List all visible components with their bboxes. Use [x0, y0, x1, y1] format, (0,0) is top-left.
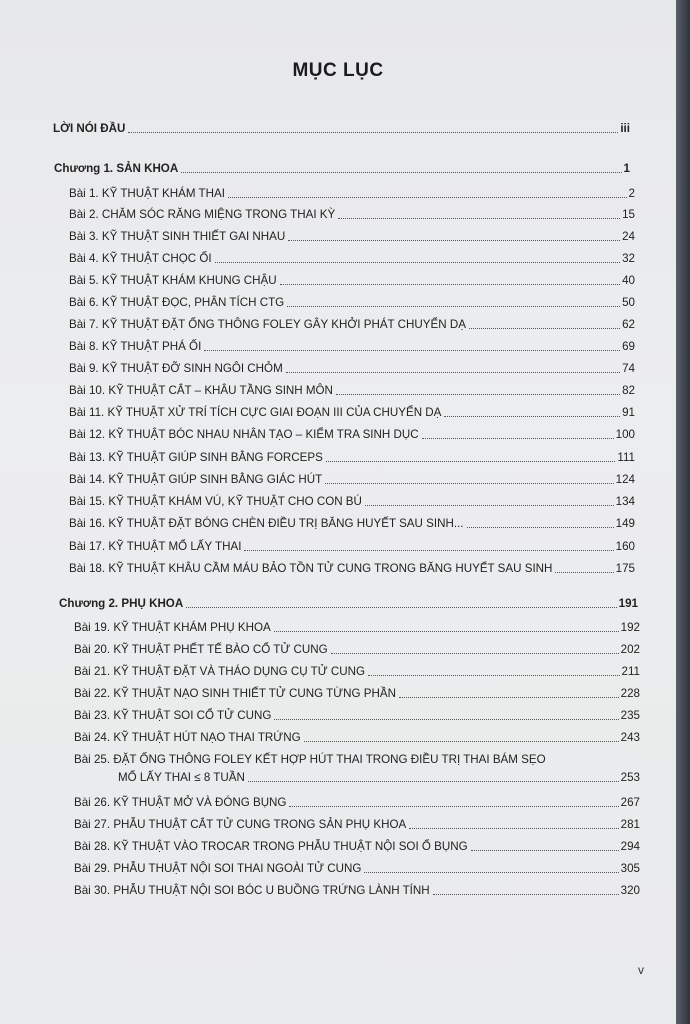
toc-page-number: 228 [620, 687, 640, 700]
dot-leader [215, 262, 620, 263]
toc-page-number: 62 [622, 318, 635, 331]
toc-label: Bài 10. KỸ THUẬT CẮT – KHÂU TẦNG SINH MÔN [69, 384, 333, 397]
toc-page-number: 2 [628, 187, 635, 200]
toc-page-number: 281 [620, 818, 640, 831]
toc-page-number: 192 [620, 621, 640, 634]
dot-leader [364, 872, 618, 873]
dot-leader [326, 461, 616, 462]
toc-entry [69, 296, 635, 310]
dot-leader [331, 653, 619, 654]
toc-page-number: 175 [615, 562, 635, 575]
toc-label: Bài 1. KỸ THUẬT KHÁM THAI [69, 187, 225, 200]
toc-label: Bài 27. PHẪU THUẬT CẮT TỬ CUNG TRONG SẢN PHỤ KHOA [74, 818, 407, 831]
toc-label: Bài 9. KỸ THUẬT ĐỠ SINH NGÔI CHỎM [69, 362, 283, 375]
dot-leader [469, 328, 620, 329]
toc-label: Bài 5. KỸ THUẬT KHÁM KHUNG CHẬU [69, 274, 277, 287]
toc-label: Bài 18. KỸ THUẬT KHÂU CẦM MÁU BẢO TỒN TỬ CUNG TRONG BĂNG HUYẾT SAU SINH [69, 562, 553, 575]
toc-entry [69, 318, 635, 332]
dot-leader [204, 350, 620, 351]
dot-leader [280, 284, 620, 285]
toc-page-number: 211 [621, 665, 640, 678]
book-edge [676, 0, 690, 1024]
toc-label: Chương 1. SẢN KHOA [54, 162, 179, 175]
dot-leader [555, 572, 613, 573]
toc-label: Bài 26. KỸ THUẬT MỞ VÀ ĐÓNG BỤNG [74, 796, 287, 809]
toc-page-number: 320 [620, 884, 640, 897]
dot-leader [338, 218, 620, 219]
toc-entry [69, 384, 635, 398]
dot-leader [181, 172, 621, 173]
dot-leader [422, 438, 614, 439]
toc-entry-first-line: Bài 25. ĐẶT ỐNG THÔNG FOLEY KẾT HỢP HÚT THAI TRONG ĐIỀU TRỊ THAI BÁM SẸO [74, 753, 546, 766]
toc-page-number: 160 [615, 540, 635, 553]
toc-entry [74, 731, 640, 745]
toc-label: Bài 17. KỸ THUẬT MỔ LẤY THAI [69, 540, 242, 553]
toc-entry [69, 230, 635, 244]
toc-label: Bài 14. KỸ THUẬT GIÚP SINH BẰNG GIÁC HÚT [69, 473, 323, 486]
toc-page-number: 40 [622, 274, 635, 287]
toc-label: Bài 16. KỸ THUẬT ĐẶT BÓNG CHÈN ĐIỀU TRỊ BĂNG HUYẾT SAU SINH... [69, 517, 464, 530]
toc-entry [74, 687, 640, 701]
dot-leader [244, 550, 613, 551]
toc-label: Bài 7. KỸ THUẬT ĐẶT ỐNG THÔNG FOLEY GÂY KHỞI PHÁT CHUYỂN DẠ [69, 318, 466, 331]
dot-leader [471, 850, 619, 851]
toc-page-number: 74 [622, 362, 635, 375]
toc-page-number: 69 [622, 340, 635, 353]
toc-page-number: 82 [622, 384, 635, 397]
toc-label: Bài 8. KỸ THUẬT PHÁ ỐI [69, 340, 202, 353]
toc-entry [69, 473, 635, 487]
dot-leader [325, 483, 613, 484]
toc-entry [69, 451, 635, 465]
toc-label: Bài 22. KỸ THUẬT NẠO SINH THIẾT TỬ CUNG TỪNG PHẦN [74, 687, 396, 700]
toc-page-number: 32 [622, 252, 635, 265]
toc-label: Bài 29. PHẪU THUẬT NỘI SOI THAI NGOÀI TỬ CUNG [74, 862, 362, 875]
dot-leader [444, 416, 620, 417]
toc-entry [74, 884, 640, 898]
dot-leader [274, 631, 619, 632]
toc-entry [74, 621, 640, 635]
toc-label: MỔ LẤY THAI ≤ 8 TUẦN [118, 771, 245, 784]
toc-entry [118, 771, 640, 785]
page-title: MỤC LỤC [292, 60, 384, 81]
toc-page-number: 15 [622, 208, 635, 221]
dot-leader [287, 306, 620, 307]
dot-leader [365, 505, 614, 506]
page-number-footer: v [638, 963, 644, 977]
toc-entry [69, 208, 635, 222]
toc-page-number: 50 [622, 296, 635, 309]
dot-leader [288, 240, 620, 241]
toc-label: Bài 19. KỸ THUẬT KHÁM PHỤ KHOA [74, 621, 271, 634]
toc-entry [69, 252, 635, 266]
dot-leader [409, 828, 618, 829]
toc-label: Bài 20. KỸ THUẬT PHẾT TẾ BÀO CỔ TỬ CUNG [74, 643, 328, 656]
toc-label: Bài 2. CHĂM SÓC RĂNG MIỆNG TRONG THAI KỲ [69, 208, 336, 221]
toc-page-number: 294 [620, 840, 640, 853]
toc-page-number: 91 [622, 406, 635, 419]
toc-page-number: 235 [620, 709, 640, 722]
toc-label: Bài 21. KỸ THUẬT ĐẶT VÀ THÁO DỤNG CỤ TỬ CUNG [74, 665, 366, 678]
toc-entry [74, 796, 640, 810]
toc-label: Bài 28. KỸ THUẬT VÀO TROCAR TRONG PHẪU THUẬT NỘI SOI Ổ BỤNG [74, 840, 468, 853]
toc-label: Bài 3. KỸ THUẬT SINH THIẾT GAI NHAU [69, 230, 286, 243]
toc-label: Bài 12. KỸ THUẬT BÓC NHAU NHÂN TẠO – KIỂM TRA SINH DỤC [69, 428, 419, 441]
toc-entry [69, 428, 635, 442]
dot-leader [248, 781, 619, 782]
toc-page-number: 202 [620, 643, 640, 656]
toc-page-number: 134 [615, 495, 635, 508]
toc-entry [74, 665, 640, 679]
toc-label: Bài 24. KỸ THUẬT HÚT NẠO THAI TRỨNG [74, 731, 301, 744]
dot-leader [336, 394, 620, 395]
toc-page-number: 24 [622, 230, 635, 243]
toc-label: Bài 15. KỸ THUẬT KHÁM VÚ, KỸ THUẬT CHO CON BÚ [69, 495, 362, 508]
toc-chapter-1 [54, 162, 630, 176]
dot-leader [274, 719, 618, 720]
toc-entry [74, 818, 640, 832]
toc-label: LỜI NÓI ĐẦU [53, 122, 126, 135]
toc-page-number: 253 [620, 771, 640, 784]
toc-entry [74, 709, 640, 723]
dot-leader [228, 197, 627, 198]
toc-entry [69, 274, 635, 288]
toc-entry [69, 362, 635, 376]
dot-leader [186, 607, 616, 608]
toc-label: Bài 30. PHẪU THUẬT NỘI SOI BÓC U BUỒNG TRỨNG LÀNH TÍNH [74, 884, 430, 897]
dot-leader [289, 806, 618, 807]
toc-page-number: 149 [615, 517, 635, 530]
toc-entry [74, 862, 640, 876]
toc-entry [69, 562, 635, 576]
toc-label: Bài 23. KỸ THUẬT SOI CỔ TỬ CUNG [74, 709, 272, 722]
toc-chapter-2 [59, 597, 638, 611]
toc-preface [53, 122, 630, 136]
toc-entry [74, 643, 640, 657]
toc-label: Bài 13. KỸ THUẬT GIÚP SINH BẰNG FORCEPS [69, 451, 323, 464]
toc-entry [69, 406, 635, 420]
toc-label: Chương 2. PHỤ KHOA [59, 597, 184, 610]
toc-entry [69, 495, 635, 509]
toc-page-number: 267 [620, 796, 640, 809]
toc-page-number: 111 [617, 451, 635, 464]
toc-label: Bài 4. KỸ THUẬT CHỌC ỐI [69, 252, 212, 265]
dot-leader [368, 675, 620, 676]
toc-label: Bài 11. KỸ THUẬT XỬ TRÍ TÍCH CỰC GIAI ĐOẠN III CỦA CHUYỂN DẠ [69, 406, 442, 419]
dot-leader [399, 697, 619, 698]
dot-leader [433, 894, 619, 895]
dot-leader [304, 741, 619, 742]
toc-entry [69, 540, 635, 554]
toc-label: Bài 6. KỸ THUẬT ĐỌC, PHÂN TÍCH CTG [69, 296, 285, 309]
toc-entry [74, 840, 640, 854]
toc-page-number: iii [620, 122, 630, 135]
toc-page-number: 243 [620, 731, 640, 744]
toc-page-number: 305 [620, 862, 640, 875]
toc-page-number: 124 [615, 473, 635, 486]
dot-leader [286, 372, 620, 373]
toc-entry [69, 187, 635, 201]
dot-leader [128, 132, 618, 133]
toc-page-number: 1 [623, 162, 630, 175]
toc-page-number: 191 [618, 597, 638, 610]
toc-entry [69, 517, 635, 531]
dot-leader [467, 527, 614, 528]
toc-page-number: 100 [615, 428, 635, 441]
toc-entry [69, 340, 635, 354]
